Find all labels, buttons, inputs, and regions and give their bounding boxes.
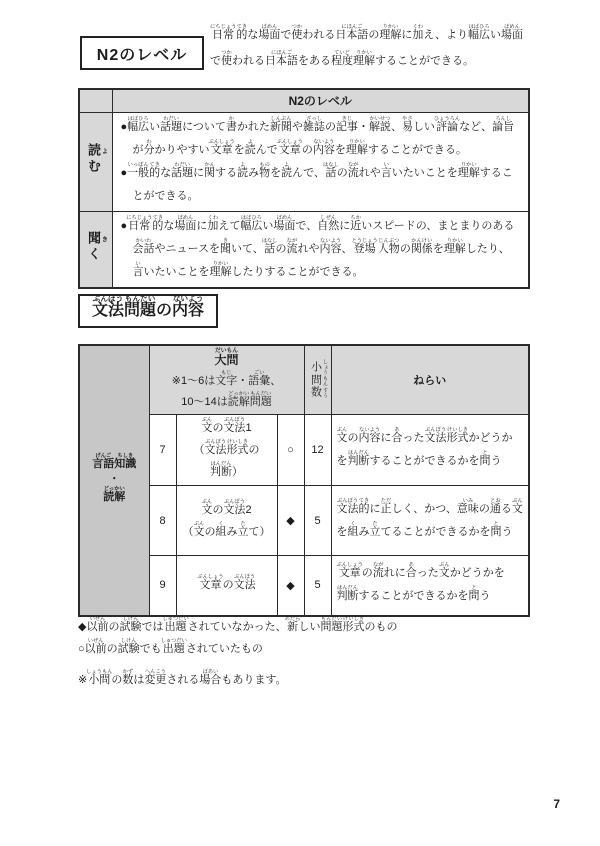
aim-cell	[331, 556, 529, 616]
footnote-old-format: ○以前いぜんの試験しけんでも出題しゅつだいされていたもの	[78, 638, 263, 655]
question-title-cell	[176, 415, 277, 486]
question-count-header-cell	[304, 345, 331, 415]
n2-level-heading-text: N2のレベル	[96, 46, 188, 64]
grammar-table	[78, 344, 530, 617]
question-count: 5	[304, 556, 331, 616]
listen-bullet-1: ●日常にちじょう的てきな場面ばめんに加くわえて幅広はばひろい場面ばめんで、自然しぜんに近ちかいスピードの、まとまりのある会話かいわやニュースを聞きいて、話はなしの流ながれや内容ないよう、登場とうじょう人物じんぶつの関係かんけいを理解りかいしたり、言いいたいことを理解りかいしたりすることができる。	[120, 214, 515, 278]
level-table-header-cell: N2のレベル	[112, 89, 529, 112]
aim-cell	[331, 486, 529, 556]
level-table	[78, 88, 530, 289]
language-knowledge-text: 言語げんご知識ちしき	[92, 453, 137, 471]
listen-description-cell	[112, 211, 529, 288]
level-summary-line2: で使つかわれる日本語にほんごをある程度ていど理解りかいすることができる。	[210, 50, 474, 67]
question-count: 12	[304, 415, 331, 486]
level-table-corner-cell	[79, 89, 112, 112]
question-number: 9	[149, 556, 176, 616]
aim-text: 文章ぶんしょうの流ながれに合あった文ぶんかどうかを判断はんだんすることができるかを問とう	[336, 562, 505, 603]
daimon-note-2: 10～14は読解どっかい問題もんだい	[181, 391, 272, 408]
read-bullet-2: ●一般いっぱん的てきな話題わだいに関かんする読よみ物ものを読よんで、話はなしの流ながれや言いいたいことを理解りかいすることができる。	[120, 161, 513, 202]
new-format-symbol: ◆	[277, 556, 304, 616]
reading-comprehension-text: 読解どっかい	[103, 486, 126, 504]
skill-label-listen-text: 聞 きく	[86, 230, 108, 263]
read-description-cell	[112, 112, 529, 211]
daimon-note-1: ※1～6は文字もじ・語彙ごい、	[171, 370, 282, 387]
listen-row	[79, 211, 529, 288]
question-title-cell	[176, 556, 277, 616]
read-row	[79, 112, 529, 211]
daimon-title: 大問だいもん	[214, 348, 239, 367]
aim-text: 文法ぶんぽう的てきに正ただしく、かつ、意味いみの通とおる文ぶんを組くみ立たてることができるかを問とう	[336, 497, 523, 538]
skill-label-read	[79, 112, 112, 211]
question-number: 7	[149, 415, 176, 486]
footnote-new-format: ◆以前いぜんの試験しけんでは出題しゅつだいされていなかった、新あたらしい問題もんだい形式けいしきのもの	[78, 616, 398, 633]
question-number: 8	[149, 486, 176, 556]
new-format-symbol: ◆	[277, 486, 304, 556]
aim-header-cell: ねらい	[331, 345, 529, 415]
skill-label-listen	[79, 211, 112, 288]
grammar-section-heading-text: 文法ぶんぽう問題もんだいの内容ないよう	[92, 293, 205, 319]
page-number: 7	[553, 797, 560, 811]
skill-label-read-text: 読 よむ	[86, 143, 108, 175]
aim-cell	[331, 415, 529, 486]
question-subtitle: （文ぶんの組くみ立たて）	[182, 520, 271, 538]
grammar-table-header-row	[79, 345, 529, 415]
aim-text: 文ぶんの内容ないように合あった文法ぶんぽう形式けいしきかどうかを判断はんだんすることができるかを問とう	[336, 427, 513, 467]
question-title: 文ぶんの文法ぶんぽう1	[201, 417, 252, 434]
n2-level-heading-box	[80, 36, 204, 70]
grammar-section-heading-box	[78, 294, 218, 328]
question-title-cell	[176, 486, 277, 556]
daimon-header-cell	[149, 345, 304, 415]
footnotes	[78, 616, 538, 691]
read-bullet-1: ●幅広はばひろい話題わだいについて書かかれた新聞しんぶんや雑誌ざっしの記事きじ・解説かいせつ、易やさしい評論ひょうろんなど、論旨ろんしが分わかりやすい文章ぶんしょうを読よんで文章ぶんしょうの内容ないようを理解りかいすることができる。	[120, 115, 515, 156]
question-title: 文章ぶんしょうの文法ぶんぽう	[197, 574, 256, 592]
question-subtitle: （文法ぶんぽう形式けいしきの判断はんだん）	[193, 439, 260, 478]
level-summary-line1: 日常にちじょう的てきな場面ばめんで使つかわれる日本語にほんごの理解りかいに加くわえ、より幅広はばひろい場面ばめん	[210, 24, 524, 41]
level-table-header-row	[79, 89, 529, 112]
level-summary	[210, 22, 542, 74]
question-title: 文ぶんの文法ぶんぽう2	[201, 498, 252, 516]
question-count: 5	[304, 486, 331, 556]
new-format-symbol: ○	[277, 415, 304, 486]
language-knowledge-reading-label	[79, 345, 149, 616]
footnote-count-change: ※小問しょうもんの数かずは変更へんこうされる場合ばあいもあります。	[78, 669, 287, 686]
separator-dot: ・	[109, 474, 120, 486]
question-count-header-text: 小 しょう問 もん数 すう	[309, 358, 328, 399]
